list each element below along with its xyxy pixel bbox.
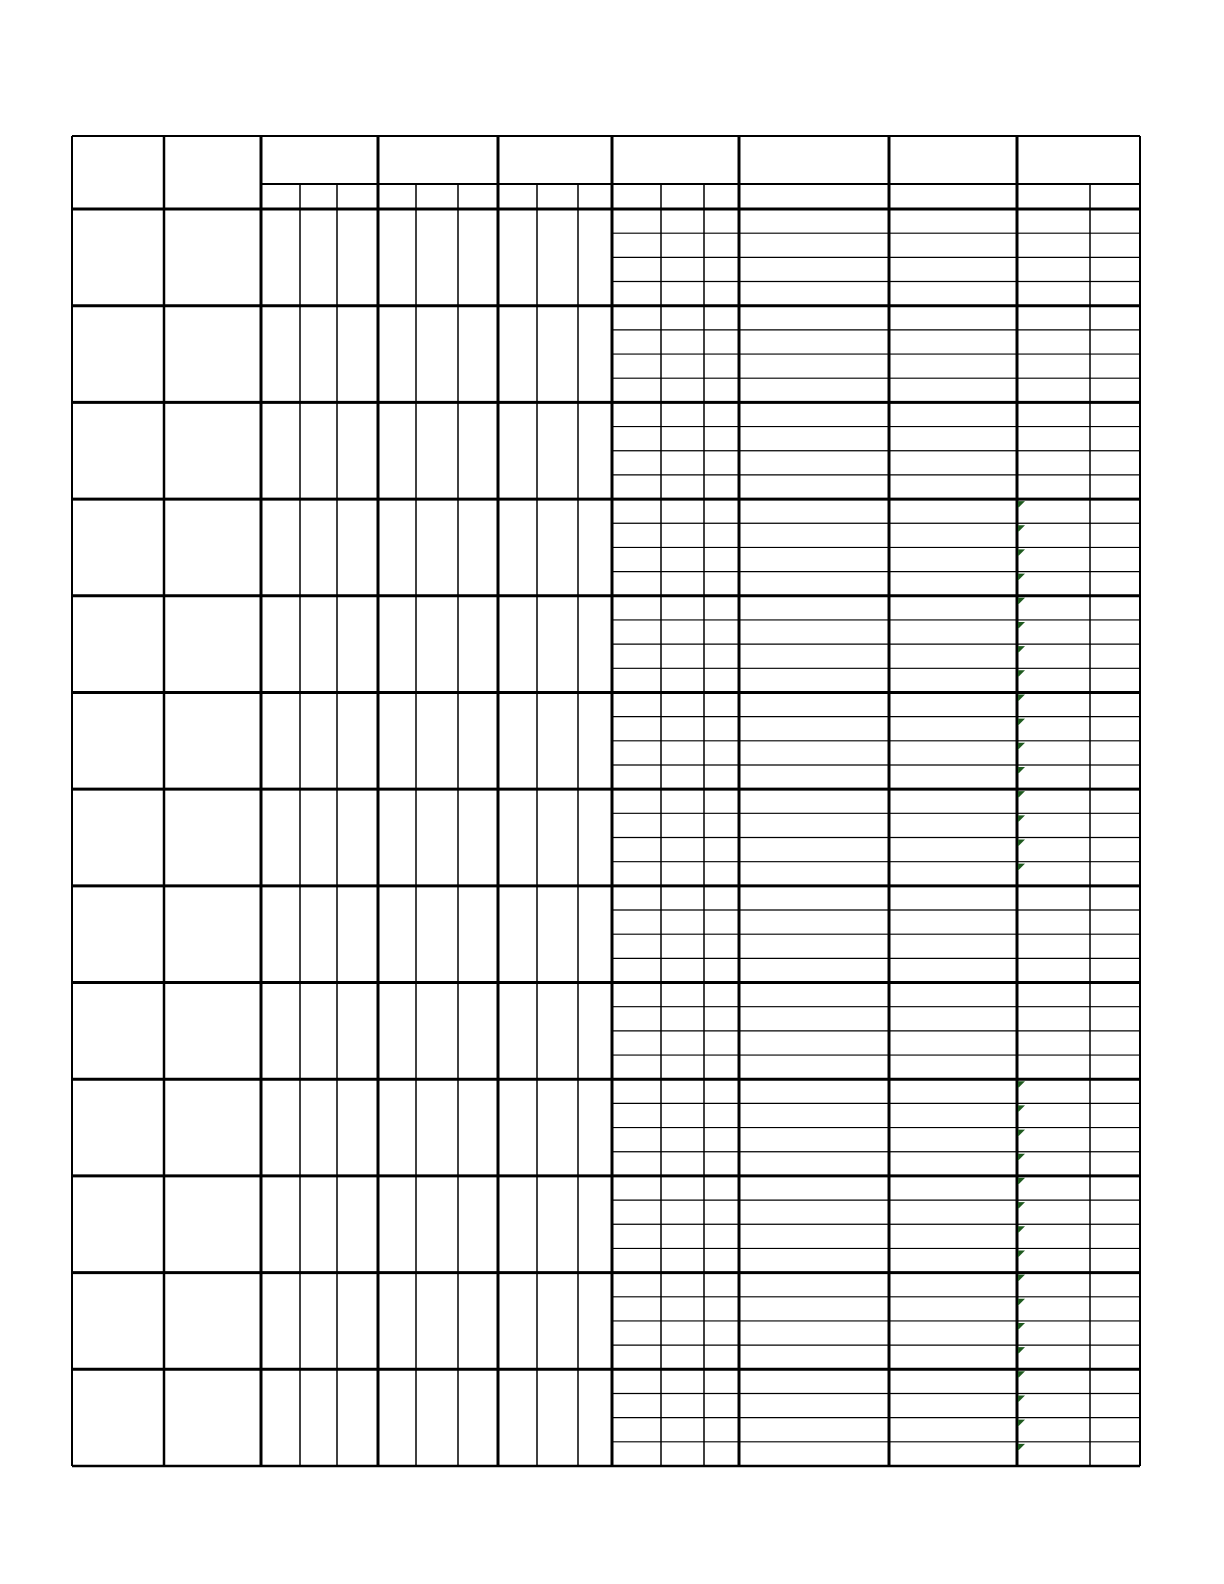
green-triangle-icon	[1018, 1420, 1025, 1427]
green-triangle-icon	[1018, 1371, 1025, 1378]
green-triangle-icon	[1018, 670, 1025, 677]
green-triangle-icon	[1018, 598, 1025, 605]
green-triangle-icon	[1018, 1081, 1025, 1088]
green-triangle-icon	[1018, 1444, 1025, 1451]
green-triangle-icon	[1018, 791, 1025, 798]
green-triangle-icon	[1018, 1275, 1025, 1282]
green-triangle-icon	[1018, 574, 1025, 581]
green-triangle-icon	[1018, 864, 1025, 871]
green-triangle-icon	[1018, 1178, 1025, 1185]
green-triangle-icon	[1018, 501, 1025, 508]
green-triangle-icon	[1018, 1395, 1025, 1402]
green-triangle-icon	[1018, 719, 1025, 726]
green-triangle-icon	[1018, 694, 1025, 701]
green-triangle-icon	[1018, 646, 1025, 653]
green-triangle-icon	[1018, 549, 1025, 556]
green-triangle-icon	[1018, 743, 1025, 750]
green-triangle-icon	[1018, 1105, 1025, 1112]
green-triangle-icon	[1018, 1226, 1025, 1233]
green-triangle-icon	[1018, 1299, 1025, 1306]
green-triangle-icon	[1018, 840, 1025, 847]
green-triangle-icon	[1018, 815, 1025, 822]
green-triangle-icon	[1018, 525, 1025, 532]
green-triangle-icon	[1018, 767, 1025, 774]
green-triangle-icon	[1018, 1130, 1025, 1137]
green-triangle-icon	[1018, 1154, 1025, 1161]
green-triangle-icon	[1018, 1323, 1025, 1330]
green-triangle-icon	[1018, 622, 1025, 629]
grid-lines	[72, 136, 1140, 1466]
green-triangle-icon	[1018, 1347, 1025, 1354]
green-triangle-icon	[1018, 1202, 1025, 1209]
green-triangle-icon	[1018, 1250, 1025, 1257]
